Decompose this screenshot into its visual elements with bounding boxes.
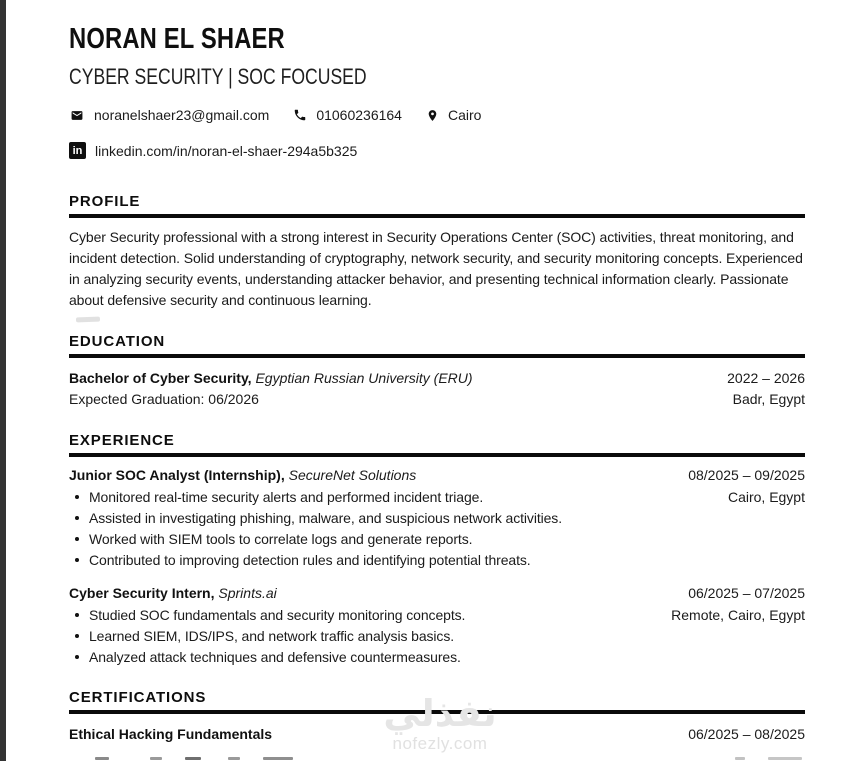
experience-title-row [69, 466, 805, 485]
bullet-dot [75, 655, 79, 659]
education-degree: Bachelor of Cyber Security, [69, 370, 252, 386]
bullet-item [69, 647, 671, 668]
linkedin-icon: in [69, 142, 86, 159]
education-detail: Expected Graduation: 06/2026 [69, 391, 259, 407]
cutoff-text-fragment [768, 757, 802, 760]
cutoff-text-fragment [150, 757, 162, 760]
experience-location: Remote, Cairo, Egypt [671, 607, 805, 623]
experience-role: Cyber Security Intern, [69, 585, 215, 601]
contact-email[interactable] [69, 107, 269, 123]
experience-role-line [69, 466, 416, 485]
cutoff-text-fragment [185, 757, 201, 760]
bullet-text: Learned SIEM, IDS/IPS, and network traffic analysis basics. [89, 628, 455, 644]
bullet-text: Monitored real-time security alerts and performed incident triage. [89, 489, 484, 505]
bullet-dot [75, 558, 79, 562]
contact-linkedin[interactable] [69, 142, 357, 159]
watermark-logo: نفذلي [383, 692, 497, 735]
certification-dates: 06/2025 – 08/2025 [688, 726, 805, 742]
section-heading-certifications: CERTIFICATIONS [69, 689, 805, 714]
bullet-text: Worked with SIEM tools to correlate logs and generate reports. [89, 531, 473, 547]
contact-linkedin-text: linkedin.com/in/noran-el-shaer-294a5b325 [95, 142, 358, 159]
cutoff-text-fragment [735, 757, 745, 760]
contact-row-primary [69, 107, 805, 123]
bullet-text: Analyzed attack techniques and defensive countermeasures. [89, 649, 461, 665]
education-title-row [69, 368, 805, 389]
cutoff-text-fragment [263, 757, 293, 760]
bullet-dot [75, 516, 79, 520]
watermark-site-text: nofezly.com [392, 734, 488, 753]
bullet-item [69, 605, 671, 626]
education-degree-line [69, 368, 473, 389]
experience-company: Sprints.ai [218, 585, 277, 601]
experience-entry [69, 466, 805, 571]
location-pin-icon [426, 108, 439, 123]
left-edge-strip [0, 0, 6, 761]
cutoff-text-fragment [95, 757, 109, 760]
bullet-dot [75, 613, 79, 617]
contact-location [426, 107, 481, 123]
candidate-name: NORAN EL SHAER [69, 23, 285, 55]
bullet-text: Contributed to improving detection rules and identifying potential threats. [89, 552, 531, 568]
contact-phone-text: 01060236164 [316, 107, 402, 123]
contact-row-linkedin [69, 142, 805, 159]
bullet-item [69, 508, 728, 529]
bullet-item [69, 626, 671, 647]
experience-role: Junior SOC Analyst (Internship), [69, 467, 285, 483]
education-institution: Egyptian Russian University (ERU) [255, 370, 473, 386]
education-detail-row [69, 389, 805, 410]
experience-role-line [69, 584, 277, 603]
bullet-dot [75, 537, 79, 541]
contact-phone [293, 107, 402, 123]
resume-content [69, 0, 805, 745]
experience-bullet-list [69, 605, 671, 668]
section-heading-profile: PROFILE [69, 193, 805, 218]
phone-icon [293, 108, 307, 122]
experience-location: Cairo, Egypt [727, 489, 805, 505]
experience-entry [69, 584, 805, 668]
education-location: Badr, Egypt [732, 391, 805, 407]
ink-smudge [76, 317, 100, 323]
experience-dates: 08/2025 – 09/2025 [688, 467, 805, 483]
bullet-item [69, 529, 728, 550]
section-heading-experience: EXPERIENCE [69, 432, 805, 457]
bullet-item [69, 550, 728, 571]
experience-body [69, 603, 805, 668]
education-entry [69, 368, 805, 410]
bullet-dot [75, 495, 79, 499]
experience-body [69, 485, 805, 571]
bullet-text: Studied SOC fundamentals and security monitoring concepts. [89, 607, 466, 623]
cutoff-text-fragment [228, 757, 240, 760]
experience-company: SecureNet Solutions [288, 467, 417, 483]
contact-location-text: Cairo [447, 107, 482, 123]
section-heading-education: EDUCATION [69, 333, 805, 358]
envelope-icon [69, 109, 85, 122]
bullet-dot [75, 634, 79, 638]
experience-bullet-list [69, 487, 728, 571]
experience-title-row [69, 584, 805, 603]
certification-title: Ethical Hacking Fundamentals [69, 726, 273, 742]
education-dates: 2022 – 2026 [727, 370, 805, 386]
experience-dates: 06/2025 – 07/2025 [688, 585, 805, 601]
profile-summary: Cyber Security professional with a strong interest in Security Operations Center (SOC) activities, threat monitoring, and incident detection. Solid understanding of cryptography, network security, and security monitoring concepts. Experienced in analyzing security events, understanding attacker behavior, and presenting technical information clearly. Passionate about defensive security and continuous learning. [69, 229, 803, 308]
watermark [369, 690, 511, 752]
bullet-text: Assisted in investigating phishing, malware, and suspicious network activities. [89, 510, 563, 526]
bullet-item [69, 487, 728, 508]
contact-email-text: noranelshaer23@gmail.com [94, 107, 270, 123]
candidate-headline: CYBER SECURITY | SOC FOCUSED [69, 64, 367, 89]
